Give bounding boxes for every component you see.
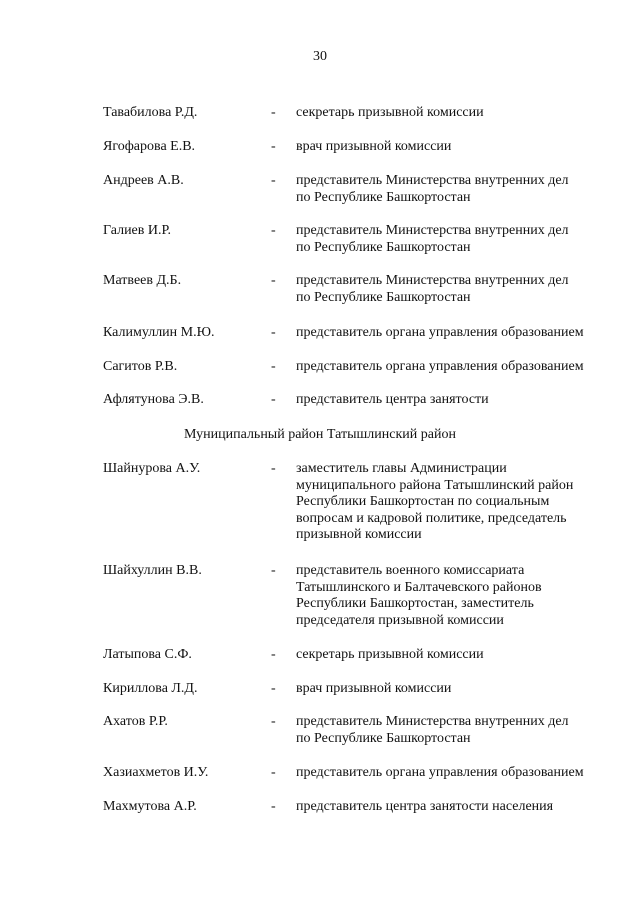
page-number: 30 [313,49,327,64]
person-role [296,563,632,629]
person-name: Ягофарова Е.В. [103,139,196,154]
dash-separator: - [271,359,276,374]
person-name: Шайхуллин В.В. [103,563,202,578]
dash-separator: - [271,173,276,188]
person-role [296,359,632,376]
person-name: Махмутова А.Р. [103,799,197,814]
dash-separator: - [271,681,276,696]
person-name: Калимуллин М.Ю. [103,325,215,340]
dash-separator: - [271,647,276,662]
role-line: по Республике Башкортостан [296,189,471,205]
person-name: Андреев А.В. [103,173,184,188]
person-role [296,139,632,156]
role-line: призывной комиссии [296,527,422,542]
person-role [296,325,632,342]
dash-separator: - [271,563,276,578]
person-role [296,765,632,782]
role-line: вопросам и кадровой политике, председатель [296,510,567,526]
role-line: Татышлинского и Балтачевского районов [296,579,542,595]
role-line: врач призывной комиссии [296,139,452,154]
dash-separator: - [271,461,276,476]
person-name: Тавабилова Р.Д. [103,105,198,120]
role-line: представитель Министерства внутренних дел [296,273,569,288]
person-role [296,223,632,256]
dash-separator: - [271,273,276,288]
role-line: представитель Министерства внутренних дел [296,173,569,188]
dash-separator: - [271,765,276,780]
person-name: Сагитов Р.В. [103,359,178,374]
person-name: Матвеев Д.Б. [103,273,182,288]
role-line: врач призывной комиссии [296,681,452,696]
role-line: Республики Башкортостан по социальным [296,494,550,509]
person-role [296,105,632,122]
person-name: Кириллова Л.Д. [103,681,198,696]
person-name: Афлятунова Э.В. [103,392,204,407]
person-name: Ахатов Р.Р. [103,714,168,729]
person-name: Галиев И.Р. [103,223,172,238]
role-line: представитель Министерства внутренних дел [296,714,569,729]
person-name: Хазиахметов И.У. [103,765,209,780]
section-title: Муниципальный район Татышлинский район [184,427,456,442]
person-role [296,799,632,816]
role-line: представитель органа управления образованием [296,325,584,340]
dash-separator: - [271,392,276,407]
person-role [296,173,632,206]
dash-separator: - [271,223,276,238]
role-line: по Республике Башкортостан [296,239,471,255]
dash-separator: - [271,799,276,814]
person-role [296,647,632,664]
role-line: секретарь призывной комиссии [296,647,484,662]
person-role [296,273,632,306]
role-line: председателя призывной комиссии [296,612,504,628]
person-role [296,392,632,409]
role-line: представитель органа управления образованием [296,359,584,374]
person-role [296,714,632,747]
role-line: по Республике Башкортостан [296,289,471,305]
role-line: Республики Башкортостан, заместитель [296,596,534,611]
dash-separator: - [271,325,276,340]
role-line: заместитель главы Администрации [296,461,507,476]
dash-separator: - [271,139,276,154]
role-line: по Республике Башкортостан [296,730,471,746]
role-line: представитель органа управления образованием [296,765,584,780]
role-line: муниципального района Татышлинский район [296,477,574,493]
role-line: представитель военного комиссариата [296,563,525,578]
role-line: представитель Министерства внутренних дел [296,223,569,238]
person-name: Латыпова С.Ф. [103,647,192,662]
person-role [296,681,632,698]
role-line: представитель центра занятости населения [296,799,554,814]
dash-separator: - [271,714,276,729]
person-name: Шайнурова А.У. [103,461,201,476]
role-line: секретарь призывной комиссии [296,105,484,120]
person-role [296,461,632,544]
role-line: представитель центра занятости [296,392,489,407]
dash-separator: - [271,105,276,120]
